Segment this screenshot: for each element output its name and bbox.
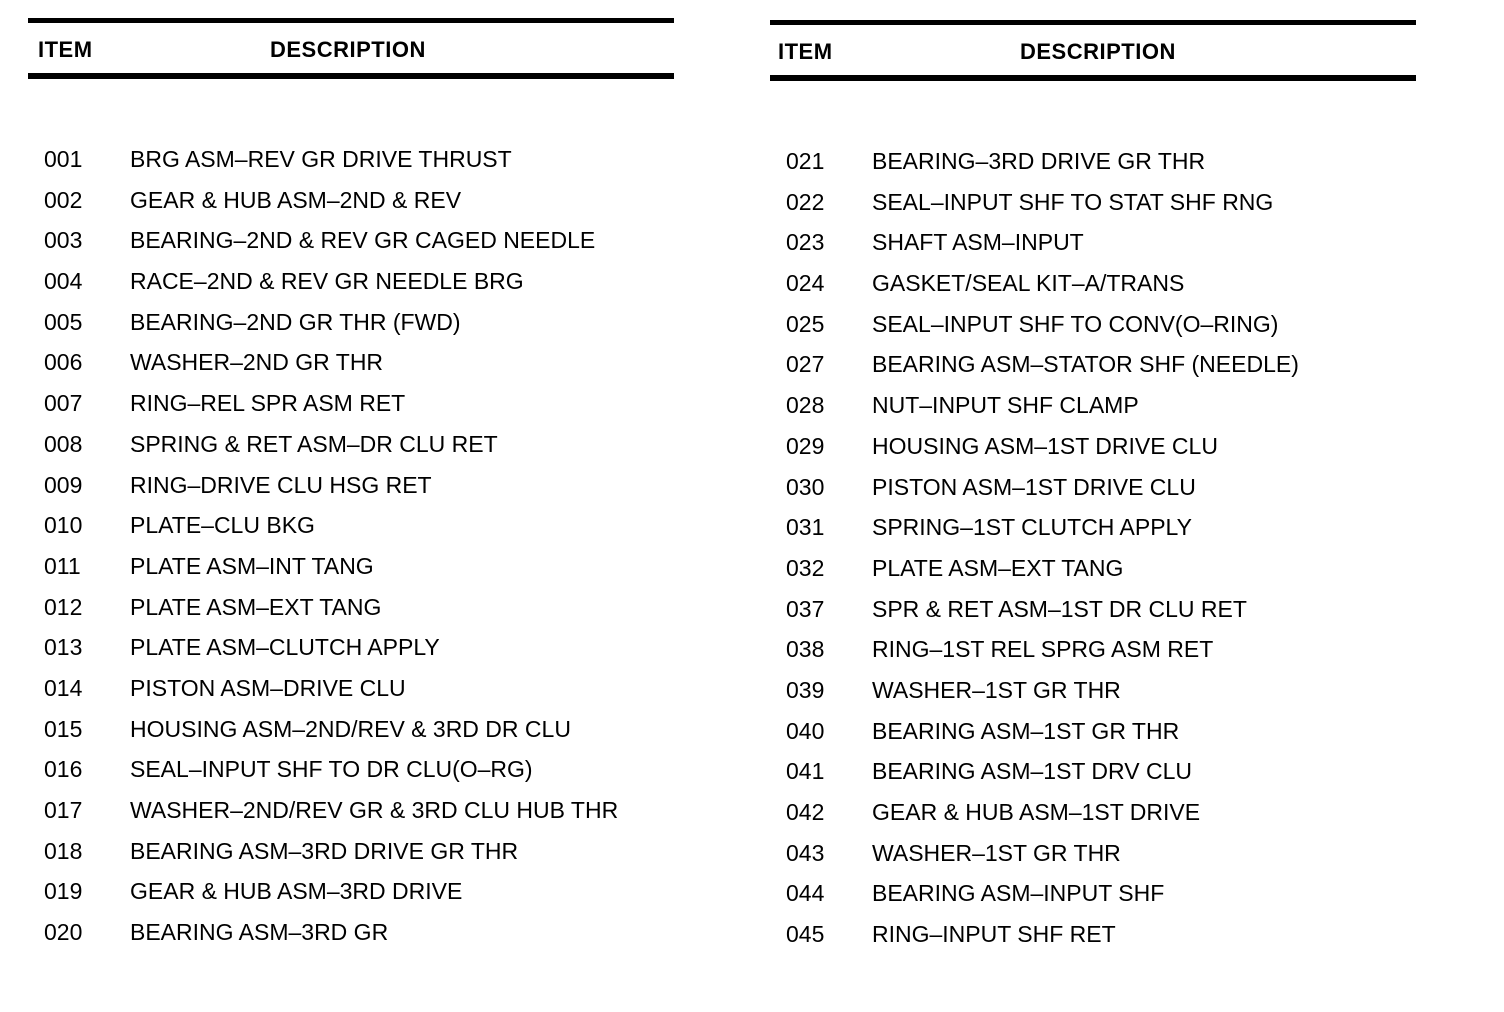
item-description: BEARING ASM–3RD GR <box>130 919 389 946</box>
item-description: PISTON ASM–DRIVE CLU <box>130 674 406 701</box>
item-description: WASHER–1ST GR THR <box>872 676 1121 703</box>
item-description: BEARING ASM–INPUT SHF <box>872 880 1165 907</box>
table-row <box>28 146 674 187</box>
table-row <box>770 148 1416 189</box>
table-row <box>28 878 674 919</box>
item-description: WASHER–2ND/REV GR & 3RD CLU HUB THR <box>130 797 619 823</box>
table-row <box>770 718 1416 759</box>
item-number: 017 <box>44 797 83 823</box>
table-row <box>28 634 674 675</box>
item-description: GASKET/SEAL KIT–A/TRANS <box>872 270 1185 297</box>
table-row <box>770 636 1416 677</box>
table-row <box>28 309 674 350</box>
item-number: 030 <box>786 473 825 500</box>
item-column-header: ITEM <box>38 37 93 62</box>
item-number: 027 <box>786 351 825 378</box>
table-row <box>28 838 674 879</box>
item-description: PLATE ASM–EXT TANG <box>130 593 382 620</box>
item-description: BEARING–2ND & REV GR CAGED NEEDLE <box>130 227 596 254</box>
table-row <box>28 756 674 797</box>
item-number: 040 <box>786 717 825 744</box>
item-number: 016 <box>44 756 83 783</box>
item-number: 010 <box>44 512 83 539</box>
item-number: 032 <box>786 554 825 581</box>
item-description: NUT–INPUT SHF CLAMP <box>872 392 1139 419</box>
item-description: GEAR & HUB ASM–1ST DRIVE <box>872 799 1201 825</box>
table-row <box>28 390 674 431</box>
table-row <box>770 351 1416 392</box>
item-number: 014 <box>44 674 83 701</box>
item-description: BEARING ASM–1ST DRV CLU <box>872 758 1192 785</box>
item-number: 031 <box>786 514 825 541</box>
item-description: SPRING–1ST CLUTCH APPLY <box>872 514 1192 541</box>
item-description: HOUSING ASM–2ND/REV & 3RD DR CLU <box>130 715 571 742</box>
table-row <box>28 919 674 960</box>
table-row <box>28 797 674 838</box>
description-column-header: DESCRIPTION <box>270 37 426 62</box>
table-row <box>770 921 1416 962</box>
table-header <box>28 23 674 73</box>
table-header <box>770 25 1416 75</box>
right-rows <box>770 148 1416 962</box>
item-number: 043 <box>786 839 825 866</box>
table-row <box>770 514 1416 555</box>
item-description: BEARING ASM–STATOR SHF (NEEDLE) <box>872 351 1299 378</box>
item-description: SPR & RET ASM–1ST DR CLU RET <box>872 595 1247 622</box>
table-row <box>770 596 1416 637</box>
table-row <box>770 189 1416 230</box>
table-row <box>770 840 1416 881</box>
item-number: 009 <box>44 471 83 498</box>
item-number: 044 <box>786 880 825 907</box>
item-number: 007 <box>44 390 83 417</box>
table-row <box>770 799 1416 840</box>
item-number: 006 <box>44 349 83 376</box>
item-description: RING–DRIVE CLU HSG RET <box>130 471 432 498</box>
item-description: PLATE ASM–CLUTCH APPLY <box>130 634 440 661</box>
item-description: RING–1ST REL SPRG ASM RET <box>872 636 1214 663</box>
left-rows <box>28 146 674 960</box>
table-row <box>770 880 1416 921</box>
header-bottom-rule <box>770 75 1416 81</box>
item-description: SPRING & RET ASM–DR CLU RET <box>130 430 498 457</box>
item-description: BEARING–3RD DRIVE GR THR <box>872 148 1206 174</box>
item-number: 024 <box>786 270 825 297</box>
item-number: 013 <box>44 634 83 661</box>
item-description: SHAFT ASM–INPUT <box>872 229 1084 256</box>
table-row <box>770 474 1416 515</box>
item-number: 041 <box>786 758 825 785</box>
item-number: 015 <box>44 715 83 742</box>
item-description: RING–INPUT SHF RET <box>872 921 1116 948</box>
item-number: 021 <box>786 148 825 174</box>
item-number: 039 <box>786 676 825 703</box>
table-row <box>770 311 1416 352</box>
table-row <box>28 268 674 309</box>
item-number: 018 <box>44 837 83 864</box>
item-description: PLATE ASM–INT TANG <box>130 552 374 579</box>
table-row <box>770 433 1416 474</box>
header-bottom-rule <box>28 73 674 79</box>
item-number: 023 <box>786 229 825 256</box>
item-number: 029 <box>786 432 825 459</box>
item-description: HOUSING ASM–1ST DRIVE CLU <box>872 432 1218 459</box>
item-number: 042 <box>786 799 825 825</box>
table-row <box>28 594 674 635</box>
table-row <box>28 349 674 390</box>
left-parts-table <box>28 18 674 946</box>
item-description: SEAL–INPUT SHF TO STAT SHF RNG <box>872 188 1274 215</box>
table-row <box>28 431 674 472</box>
table-row <box>770 392 1416 433</box>
item-description: WASHER–2ND GR THR <box>130 349 384 376</box>
item-description: PLATE ASM–EXT TANG <box>872 554 1124 581</box>
item-description: RACE–2ND & REV GR NEEDLE BRG <box>130 268 524 295</box>
table-row <box>770 229 1416 270</box>
table-row <box>28 227 674 268</box>
item-number: 008 <box>44 430 83 457</box>
item-number: 011 <box>44 552 81 579</box>
item-number: 019 <box>44 878 83 905</box>
item-number: 020 <box>44 919 83 946</box>
item-number: 002 <box>44 186 83 213</box>
item-number: 037 <box>786 595 825 622</box>
item-number: 001 <box>44 146 83 172</box>
table-row <box>28 187 674 228</box>
item-number: 004 <box>44 268 83 295</box>
item-number: 005 <box>44 308 83 335</box>
item-description: GEAR & HUB ASM–2ND & REV <box>130 186 462 213</box>
item-number: 025 <box>786 310 825 337</box>
table-row <box>28 512 674 553</box>
item-column-header: ITEM <box>778 39 833 64</box>
item-description: BEARING ASM–1ST GR THR <box>872 717 1180 744</box>
table-row <box>770 555 1416 596</box>
item-description: RING–REL SPR ASM RET <box>130 390 406 417</box>
item-description: GEAR & HUB ASM–3RD DRIVE <box>130 878 463 905</box>
table-row <box>28 675 674 716</box>
item-description: PISTON ASM–1ST DRIVE CLU <box>872 473 1196 500</box>
item-number: 003 <box>44 227 83 254</box>
item-description: WASHER–1ST GR THR <box>872 839 1121 866</box>
item-number: 028 <box>786 392 825 419</box>
item-number: 012 <box>44 593 83 620</box>
item-description: SEAL–INPUT SHF TO DR CLU(O–RG) <box>130 756 533 783</box>
item-number: 045 <box>786 921 825 948</box>
item-description: BEARING ASM–3RD DRIVE GR THR <box>130 837 519 864</box>
item-description: BEARING–2ND GR THR (FWD) <box>130 308 461 335</box>
item-description: PLATE–CLU BKG <box>130 512 315 539</box>
item-number: 022 <box>786 188 825 215</box>
right-parts-table <box>770 20 1416 948</box>
table-row <box>770 758 1416 799</box>
item-number: 038 <box>786 636 825 663</box>
description-column-header: DESCRIPTION <box>1020 39 1176 64</box>
item-description: SEAL–INPUT SHF TO CONV(O–RING) <box>872 310 1279 337</box>
item-description: BRG ASM–REV GR DRIVE THRUST <box>130 146 512 172</box>
table-row <box>28 472 674 513</box>
table-row <box>770 677 1416 718</box>
table-row <box>770 270 1416 311</box>
table-row <box>28 716 674 757</box>
table-row <box>28 553 674 594</box>
